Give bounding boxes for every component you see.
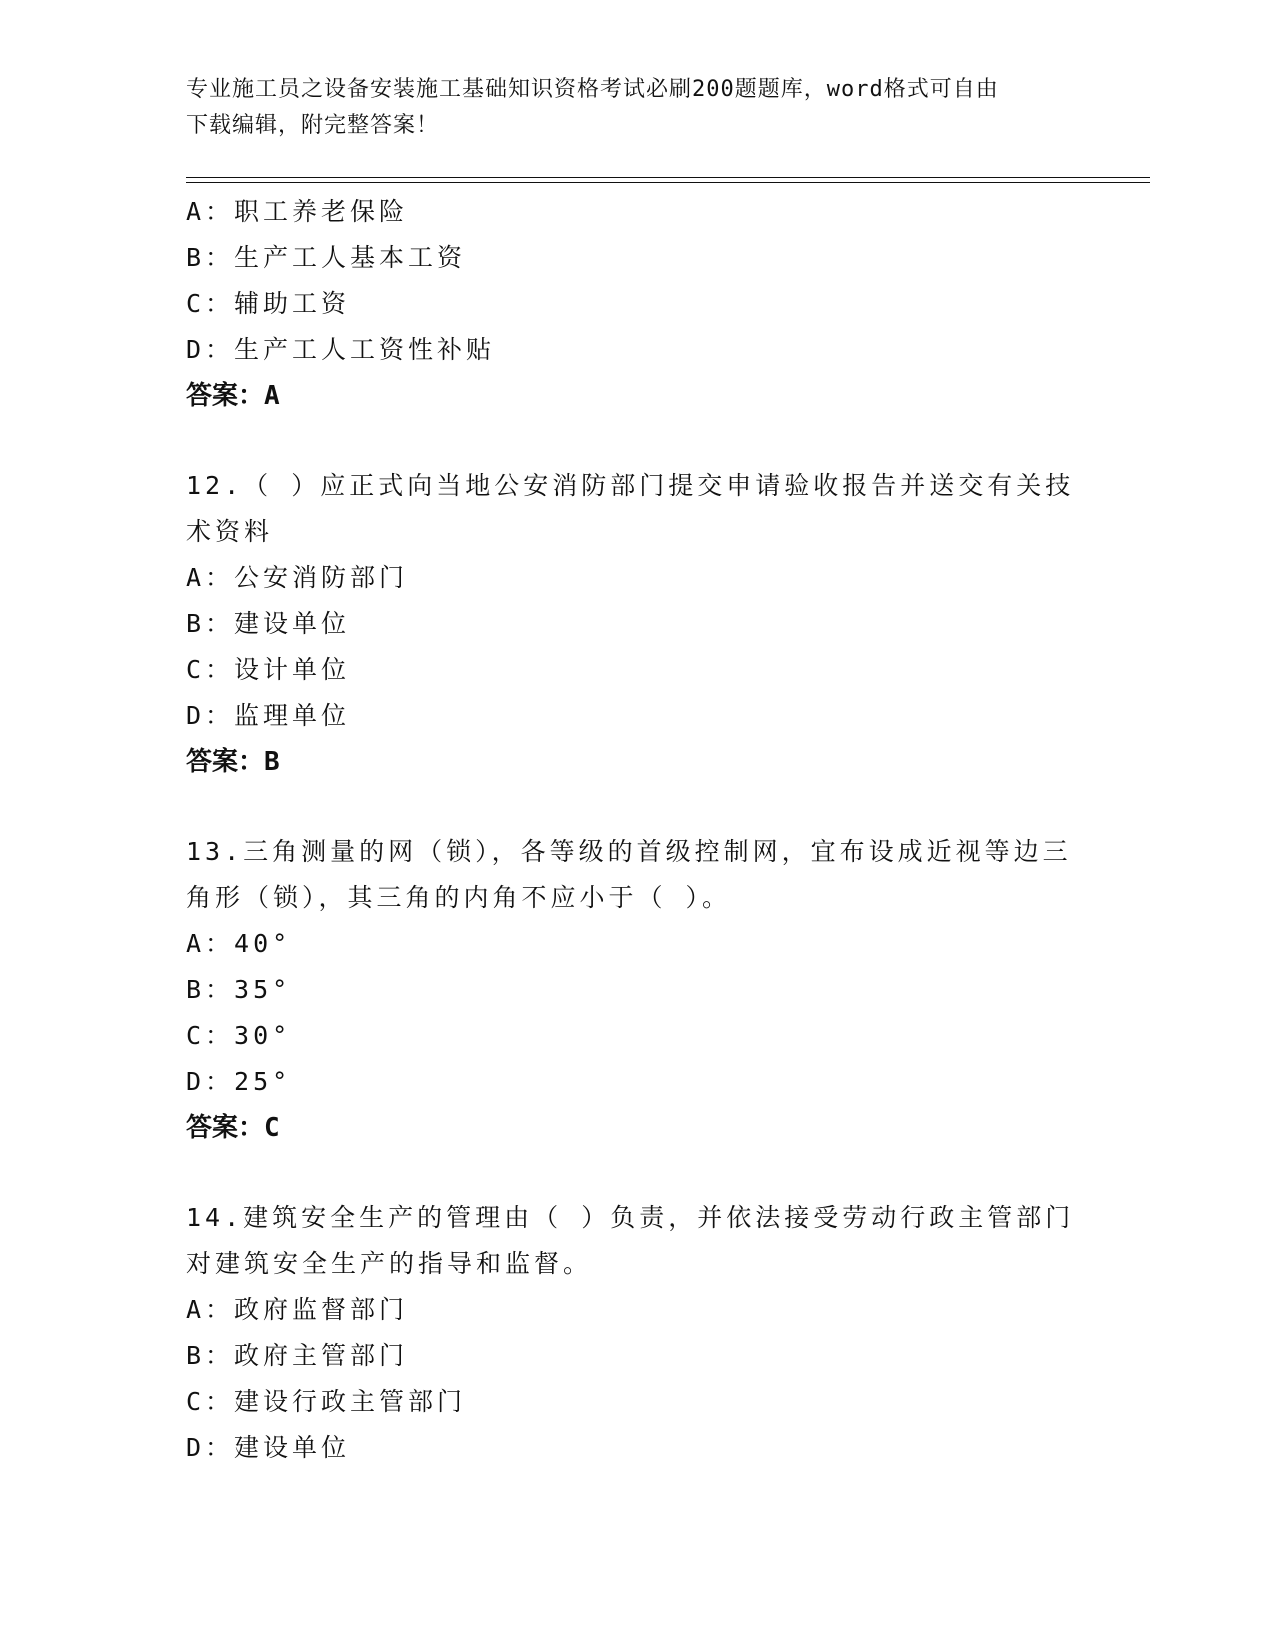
question-13 bbox=[186, 829, 1086, 1151]
question-11 bbox=[186, 189, 1086, 419]
question-text-line-2: 角形（锁），其三角的内角不应小于（ ）。 bbox=[186, 883, 732, 912]
option-b: B：35° bbox=[186, 975, 292, 1004]
header-line-1: 专业施工员之设备安装施工基础知识资格考试必刷200题题库，word格式可自由 bbox=[186, 77, 999, 102]
option-a: A：政府监督部门 bbox=[186, 1295, 409, 1324]
option-c: C：建设行政主管部门 bbox=[186, 1387, 467, 1416]
answer: 答案：B bbox=[186, 747, 280, 777]
option-b: B：政府主管部门 bbox=[186, 1341, 409, 1370]
answer: 答案：C bbox=[186, 1113, 280, 1143]
option-d: D：25° bbox=[186, 1067, 292, 1096]
option-d: D：生产工人工资性补贴 bbox=[186, 335, 496, 364]
option-c: C：30° bbox=[186, 1021, 292, 1050]
option-c: C：设计单位 bbox=[186, 655, 351, 684]
answer: 答案：A bbox=[186, 381, 280, 411]
option-d: D：建设单位 bbox=[186, 1433, 351, 1462]
question-14 bbox=[186, 1195, 1086, 1471]
option-a: A：职工养老保险 bbox=[186, 197, 409, 226]
option-a: A：公安消防部门 bbox=[186, 563, 409, 592]
option-a: A：40° bbox=[186, 929, 292, 958]
header-divider-bottom bbox=[186, 182, 1150, 183]
header-divider-top bbox=[186, 177, 1150, 178]
option-b: B：生产工人基本工资 bbox=[186, 243, 467, 272]
question-12 bbox=[186, 463, 1086, 785]
question-text-line-1: 14.建筑安全生产的管理由（ ）负责，并依法接受劳动行政主管部门 bbox=[186, 1203, 1075, 1232]
question-text-line-2: 对建筑安全生产的指导和监督。 bbox=[186, 1249, 593, 1278]
option-b: B：建设单位 bbox=[186, 609, 351, 638]
option-c: C：辅助工资 bbox=[186, 289, 351, 318]
question-text-line-1: 13.三角测量的网（锁），各等级的首级控制网，宜布设成近视等边三 bbox=[186, 837, 1072, 866]
question-text-line-1: 12.（ ）应正式向当地公安消防部门提交申请验收报告并送交有关技 bbox=[186, 471, 1075, 500]
header-line-2: 下载编辑，附完整答案！ bbox=[186, 113, 440, 138]
option-d: D：监理单位 bbox=[186, 701, 351, 730]
question-list bbox=[186, 189, 1086, 1471]
document-header bbox=[186, 72, 1066, 144]
question-text-line-2: 术资料 bbox=[186, 517, 274, 546]
